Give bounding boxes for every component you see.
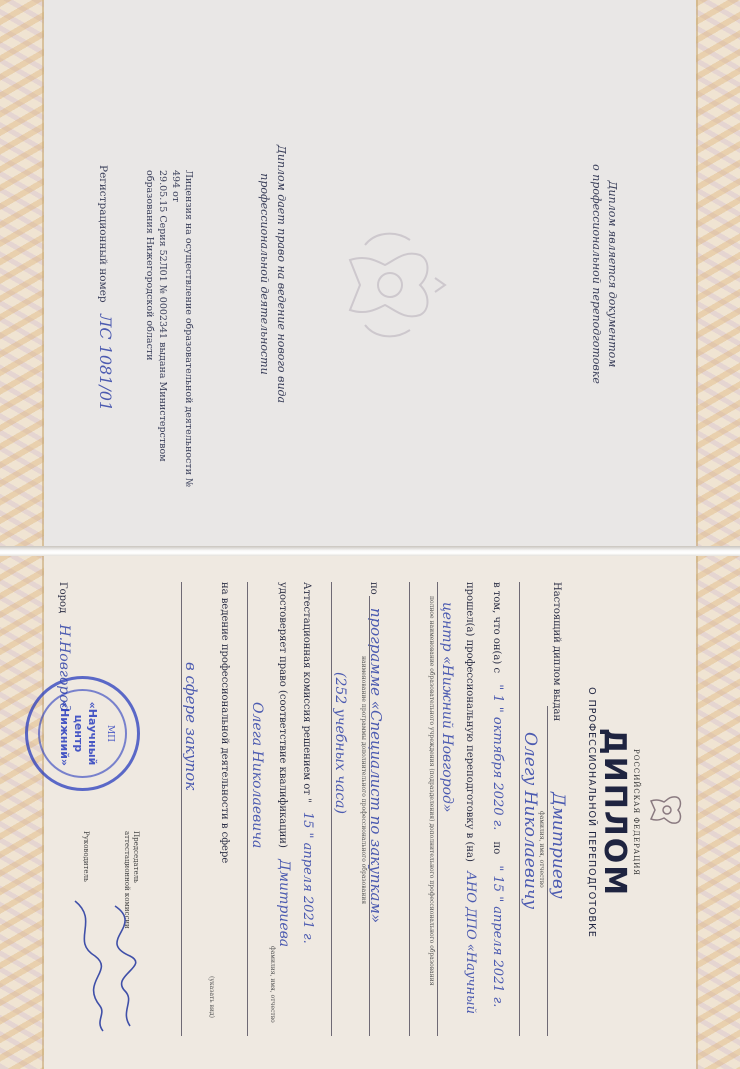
commission-text: Аттестационная комиссия решением от " [301,582,312,803]
commission-row [300,582,315,1049]
round-seal-stamp [25,676,140,791]
field-underline [437,582,438,1036]
period-start-handwritten: " 1 " октября 2020 г. [490,684,505,831]
period-end-handwritten: " 15 " апреля 2021 г. [490,865,505,1008]
reg-number-handwritten: ЛС 1081/01 [96,313,115,412]
title-line: Диплом является документом [606,180,619,368]
field-caption: (указать вид) [208,976,215,1018]
license-info [143,170,195,500]
rights-line: Диплом дает право на ведение нового вида [275,144,288,404]
org-name-handwritten-2: центр «Нижний Новгород» [439,602,455,813]
activity-text: на ведение профессиональной деятельности в сфере [219,582,230,864]
field-caption: фамилия, имя, отчество [538,811,545,888]
rights-line: профессиональной деятельности [258,173,271,375]
city-label: Город [57,582,68,614]
activity-value-handwritten: в сфере закупок [182,662,200,791]
field-underline [519,582,520,1036]
director-caption: Руководитель [82,831,90,882]
city-value-handwritten: Н.Новгород [56,624,72,712]
license-line: 29.05.15 Серия 52Л01 № 0002341 выдана Министерством [157,170,168,462]
field-underline [247,582,248,1036]
reg-label: Регистрационный номер [97,165,109,303]
country-label: РОССИЙСКАЯ ФЕДЕРАЦИЯ [632,749,640,876]
field-underline [547,706,548,1036]
certifies-row [276,582,292,1049]
double-headed-eagle-emblem-icon [330,220,450,350]
program-prefix: по [368,582,379,595]
org-prefix: прошел(а) профессиональную переподготовку в (на) [464,582,475,862]
chair-caption-line: аттестационной комиссии [123,831,131,929]
certifies-text: удостоверяет право (соответствие квалификации) [277,582,288,848]
seal-text-line: «Научный [86,701,99,766]
field-caption: наименование программы дополнительного профессионального образования [360,656,367,905]
field-underline [409,582,410,1036]
seal-text-line: «Нижний» [58,700,71,767]
left-page-title [588,0,620,548]
hours-row [332,582,348,1049]
seal-text [57,679,99,788]
coat-of-arms-icon [644,788,688,832]
title-line: о профессиональной переподготовке [590,164,603,384]
hours-handwritten: (252 учебных часа) [332,672,348,814]
chair-caption-line: Председатель [132,831,140,883]
holder-label: Настоящий диплом выдан [551,582,562,722]
diploma-subtitle: О ПРОФЕССИОНАЛЬНОЙ ПЕРЕПОДГОТОВКЕ [586,687,597,938]
diploma-title: ДИПЛОМ [597,727,632,898]
seal-text-line: центр [72,714,85,753]
field-underline [369,596,370,1036]
certifies-row-2 [249,582,265,1049]
guilloche-border-bottom [0,0,44,548]
license-line: Лицензия на осуществление образовательной деятельности № 494 от [170,170,194,487]
commission-date-handwritten: 15 " апреля 2021 г. [300,811,315,944]
period-to-label: по [491,841,502,855]
org-name-handwritten: АНО ДПО «Научный [463,871,478,1014]
period-prefix: в том, что он(а) с [491,582,502,674]
program-name-handwritten: программе «Специалист по закупкам» [367,607,385,924]
city-row [56,582,72,1049]
holder-surname-handwritten: Дмитриеву [548,792,568,899]
org-row [463,582,478,1049]
field-caption: полное наименование образовательного учреждения (подразделения) дополнительного профессионального образования [428,596,435,986]
certifies-name-handwritten-2: Олега Николаевича [249,702,265,849]
holder-row [548,582,568,1049]
diploma-right-page [0,556,740,1069]
rights-statement-text [256,0,290,548]
license-line: образования Нижегородской области [144,170,155,361]
seal-mp-label: МП [105,724,115,743]
activity-row [219,582,230,1049]
activity-row-2 [182,582,200,1049]
guilloche-border-top [696,0,740,548]
holder-name-handwritten: Олегу Николаевичу [520,732,540,910]
org-row-2 [439,582,455,1049]
field-underline [331,582,332,1036]
period-row [490,582,505,1049]
field-caption: фамилия, имя, отчество [269,946,276,1023]
field-underline [181,582,182,1036]
certifies-name-handwritten: Дмитриева [276,859,292,948]
signatures-handwritten [65,896,155,1036]
registration-number-row [96,165,115,411]
